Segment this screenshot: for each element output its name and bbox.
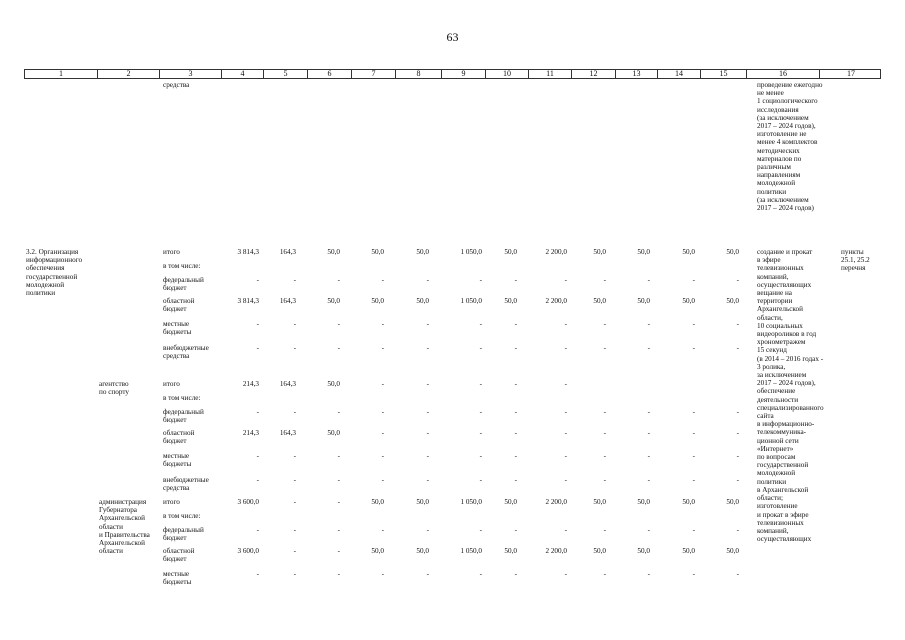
funding-value-cell: - <box>293 408 296 416</box>
funding-value-cell: - <box>293 344 296 352</box>
funding-value-cell: - <box>479 344 482 352</box>
funding-value-cell: - <box>603 408 606 416</box>
funding-value-cell: - <box>603 570 606 578</box>
funding-value-cell: - <box>603 276 606 284</box>
funding-source-label: федеральный бюджет <box>163 408 204 425</box>
funding-value-cell: 50,0 <box>593 248 606 256</box>
funding-value-cell: 50,0 <box>682 297 695 305</box>
funding-value-cell: - <box>736 276 739 284</box>
funding-value-cell: 1 050,0 <box>460 547 482 555</box>
funding-value-cell: - <box>256 276 259 284</box>
funding-value-cell: - <box>256 344 259 352</box>
funding-value-cell: - <box>514 570 517 578</box>
funding-value-cell: - <box>514 476 517 484</box>
funding-value-cell: - <box>426 344 429 352</box>
funding-value-cell: - <box>603 476 606 484</box>
executor-name: администрация Губернатора Архангельской области и Правительства Архангельской области <box>99 498 150 556</box>
funding-value-cell: 50,0 <box>726 498 739 506</box>
funding-value-cell: - <box>256 408 259 416</box>
funding-value-cell: - <box>381 408 384 416</box>
funding-value-cell: 214,3 <box>242 380 259 388</box>
funding-value-cell: 50,0 <box>327 297 340 305</box>
funding-value-cell: 50,0 <box>371 297 384 305</box>
funding-value-cell: - <box>514 429 517 437</box>
funding-value-cell: - <box>381 429 384 437</box>
funding-value-cell: - <box>426 452 429 460</box>
funding-value-cell: - <box>736 452 739 460</box>
page-number: 63 <box>446 30 459 44</box>
funding-value-cell: - <box>381 344 384 352</box>
funding-value-cell: 50,0 <box>593 498 606 506</box>
column-header-row <box>24 69 881 79</box>
funding-value-cell: - <box>514 408 517 416</box>
column-header-1: 1 <box>59 69 63 78</box>
funding-value-cell: - <box>564 344 567 352</box>
funding-value-cell: 3 814,3 <box>237 297 259 305</box>
executor-name: агентство по спорту <box>99 380 130 397</box>
funding-value-cell: - <box>692 429 695 437</box>
funding-value-cell: 50,0 <box>327 248 340 256</box>
column-header-15: 15 <box>700 70 746 78</box>
funding-value-cell: - <box>381 320 384 328</box>
funding-source-label: местные бюджеты <box>163 320 192 337</box>
funding-value-cell: - <box>514 452 517 460</box>
funding-source-label: итого <box>163 248 180 256</box>
funding-source-label: внебюджетные средства <box>163 476 209 493</box>
funding-value-cell: - <box>256 526 259 534</box>
measure-reference: пункты 25.1, 25.2 перечня <box>841 248 870 273</box>
funding-source-label: областной бюджет <box>163 297 195 314</box>
funding-value-cell: - <box>603 526 606 534</box>
funding-value-cell: - <box>514 344 517 352</box>
funding-value-cell: 50,0 <box>593 547 606 555</box>
funding-value-cell: - <box>514 276 517 284</box>
funding-value-cell: - <box>337 344 340 352</box>
funding-value-cell: - <box>647 344 650 352</box>
funding-value-cell: - <box>603 452 606 460</box>
funding-value-cell: - <box>479 429 482 437</box>
funding-value-cell: - <box>514 320 517 328</box>
funding-value-cell: - <box>381 452 384 460</box>
funding-value-cell: - <box>736 429 739 437</box>
funding-value-cell: - <box>293 276 296 284</box>
funding-value-cell: - <box>293 452 296 460</box>
funding-value-cell: 3 814,3 <box>237 248 259 256</box>
funding-value-cell: - <box>603 429 606 437</box>
funding-value-cell: - <box>736 320 739 328</box>
funding-value-cell: 50,0 <box>371 498 384 506</box>
column-header-7: 7 <box>351 70 395 78</box>
funding-value-cell: 1 050,0 <box>460 297 482 305</box>
funding-value-cell: - <box>736 344 739 352</box>
funding-value-cell: - <box>647 408 650 416</box>
funding-value-cell: - <box>293 320 296 328</box>
funding-value-cell: - <box>564 476 567 484</box>
funding-value-cell: 50,0 <box>371 248 384 256</box>
column-header-6: 6 <box>307 70 351 78</box>
funding-value-cell: 164,3 <box>279 297 296 305</box>
funding-value-cell: - <box>426 276 429 284</box>
funding-source-label: федеральный бюджет <box>163 526 204 543</box>
funding-value-cell: - <box>381 476 384 484</box>
funding-value-cell: 50,0 <box>637 498 650 506</box>
funding-value-cell: - <box>479 476 482 484</box>
funding-value-cell: - <box>293 547 296 555</box>
funding-source-label: местные бюджеты <box>163 570 192 587</box>
funding-value-cell: 3 600,0 <box>237 498 259 506</box>
funding-value-cell: - <box>256 452 259 460</box>
funding-source-label: внебюджетные средства <box>163 344 209 361</box>
funding-value-cell: - <box>256 476 259 484</box>
funding-value-cell: - <box>564 526 567 534</box>
funding-value-cell: 1 050,0 <box>460 498 482 506</box>
funding-value-cell: - <box>293 570 296 578</box>
funding-value-cell: - <box>692 570 695 578</box>
funding-value-cell: - <box>293 476 296 484</box>
funding-value-cell: 50,0 <box>593 297 606 305</box>
column-header-11: 11 <box>528 70 571 78</box>
funding-value-cell: - <box>256 320 259 328</box>
measure-name: 3.2. Организация информационного обеспечения государственной молодежной политики <box>26 248 83 298</box>
funding-value-cell: - <box>736 570 739 578</box>
funding-value-cell: - <box>603 344 606 352</box>
funding-value-cell: 50,0 <box>416 248 429 256</box>
funding-value-cell: - <box>479 320 482 328</box>
funding-value-cell: - <box>337 570 340 578</box>
funding-value-cell: - <box>293 526 296 534</box>
funding-value-cell: - <box>426 526 429 534</box>
funding-source-label: областной бюджет <box>163 547 195 564</box>
funding-value-cell: - <box>647 476 650 484</box>
funding-value-cell: 50,0 <box>416 498 429 506</box>
top-result-text: проведение ежегодно не менее 1 социологического исследования (за исключением 2017 – 2024 годов), изготовление не менее 4 комплектов методических материалов по различным направлениям молодежной политики (за исключением 2017 – 2024 годов) <box>757 81 823 213</box>
funding-value-cell: 164,3 <box>279 248 296 256</box>
funding-value-cell: 50,0 <box>504 547 517 555</box>
funding-source-label: областной бюджет <box>163 429 195 446</box>
funding-value-cell: 50,0 <box>327 380 340 388</box>
funding-value-cell: - <box>692 344 695 352</box>
funding-value-cell: - <box>381 276 384 284</box>
funding-value-cell: - <box>647 452 650 460</box>
column-header-16: 16 <box>746 70 819 78</box>
funding-value-cell: - <box>479 526 482 534</box>
funding-value-cell: - <box>564 429 567 437</box>
funding-value-cell: - <box>603 320 606 328</box>
funding-value-cell: - <box>647 429 650 437</box>
funding-value-cell: - <box>426 429 429 437</box>
funding-value-cell: 50,0 <box>682 498 695 506</box>
funding-value-cell: - <box>692 276 695 284</box>
funding-value-cell: 50,0 <box>726 248 739 256</box>
funding-value-cell: - <box>514 380 517 388</box>
column-header-12: 12 <box>571 70 615 78</box>
funding-value-cell: - <box>426 320 429 328</box>
funding-value-cell: 2 200,0 <box>545 297 567 305</box>
funding-value-cell: - <box>337 476 340 484</box>
funding-value-cell: - <box>381 380 384 388</box>
column-header-9: 9 <box>441 70 485 78</box>
funding-value-cell: 3 600,0 <box>237 547 259 555</box>
funding-value-cell: - <box>337 526 340 534</box>
funding-value-cell: - <box>692 408 695 416</box>
funding-value-cell: 164,3 <box>279 380 296 388</box>
funding-value-cell: 50,0 <box>416 547 429 555</box>
funding-value-cell: - <box>337 408 340 416</box>
funding-value-cell: - <box>479 408 482 416</box>
funding-value-cell: - <box>647 570 650 578</box>
funding-value-cell: - <box>736 526 739 534</box>
funding-value-cell: - <box>647 276 650 284</box>
funding-value-cell: - <box>564 408 567 416</box>
funding-value-cell: 214,3 <box>242 429 259 437</box>
column-header-8: 8 <box>395 70 441 78</box>
column-header-4: 4 <box>221 70 263 78</box>
funding-source-label: в том числе: <box>163 512 201 520</box>
funding-value-cell: - <box>479 452 482 460</box>
funding-value-cell: 2 200,0 <box>545 498 567 506</box>
column-header-17: 17 <box>819 70 882 78</box>
funding-value-cell: - <box>256 570 259 578</box>
funding-value-cell: - <box>564 570 567 578</box>
funding-value-cell: - <box>293 498 296 506</box>
funding-value-cell: - <box>337 498 340 506</box>
funding-value-cell: 50,0 <box>504 297 517 305</box>
funding-source-label: местные бюджеты <box>163 452 192 469</box>
top-source-label: средства <box>163 81 190 89</box>
column-header-5: 5 <box>263 70 307 78</box>
funding-value-cell: 2 200,0 <box>545 248 567 256</box>
funding-value-cell: - <box>479 570 482 578</box>
funding-source-label: итого <box>163 380 180 388</box>
funding-value-cell: 50,0 <box>504 248 517 256</box>
measure-result: создание и прокат в эфире телевизионных компаний, осуществляющих вещание на территории Архангельской области, 10 социальных видеороликов в год хронометражем 15 секунд (в 2014 – 2016 годах - 3 ролика, за исключением 2017 – 2024 годов), обеспечение деятельности специализированного сайта в информационно- телекоммуника- ционной сети «Интернет» по вопросам государственной молодежной политики в Архангельской области; изготовление и прокат в эфире телевизионных компаний, осуществляющих <box>757 248 824 544</box>
funding-source-label: итого <box>163 498 180 506</box>
funding-value-cell: - <box>692 526 695 534</box>
funding-value-cell: - <box>692 476 695 484</box>
funding-value-cell: 50,0 <box>416 297 429 305</box>
funding-value-cell: 50,0 <box>726 547 739 555</box>
funding-value-cell: - <box>564 380 567 388</box>
funding-value-cell: - <box>736 408 739 416</box>
column-header-13: 13 <box>615 70 657 78</box>
funding-value-cell: 50,0 <box>682 248 695 256</box>
funding-value-cell: - <box>736 476 739 484</box>
funding-value-cell: - <box>564 452 567 460</box>
column-header-14: 14 <box>657 70 700 78</box>
funding-value-cell: - <box>692 452 695 460</box>
funding-value-cell: - <box>564 320 567 328</box>
funding-source-label: федеральный бюджет <box>163 276 204 293</box>
funding-value-cell: - <box>692 320 695 328</box>
funding-value-cell: - <box>337 547 340 555</box>
funding-value-cell: 50,0 <box>726 297 739 305</box>
funding-value-cell: - <box>381 570 384 578</box>
funding-source-label: в том числе: <box>163 394 201 402</box>
column-header-10: 10 <box>485 70 528 78</box>
funding-value-cell: - <box>564 276 567 284</box>
funding-value-cell: - <box>337 276 340 284</box>
funding-value-cell: 50,0 <box>637 297 650 305</box>
funding-value-cell: - <box>426 570 429 578</box>
funding-value-cell: 164,3 <box>279 429 296 437</box>
funding-value-cell: 50,0 <box>327 429 340 437</box>
funding-value-cell: - <box>479 380 482 388</box>
funding-value-cell: - <box>479 276 482 284</box>
funding-value-cell: 2 200,0 <box>545 547 567 555</box>
funding-value-cell: - <box>514 526 517 534</box>
funding-value-cell: 50,0 <box>682 547 695 555</box>
funding-value-cell: - <box>426 408 429 416</box>
funding-source-label: в том числе: <box>163 262 201 270</box>
funding-value-cell: 50,0 <box>504 498 517 506</box>
funding-value-cell: - <box>647 526 650 534</box>
funding-value-cell: - <box>337 320 340 328</box>
funding-value-cell: 1 050,0 <box>460 248 482 256</box>
column-header-2: 2 <box>97 70 159 78</box>
funding-value-cell: - <box>647 320 650 328</box>
funding-value-cell: - <box>381 526 384 534</box>
funding-value-cell: 50,0 <box>637 547 650 555</box>
funding-value-cell: 50,0 <box>371 547 384 555</box>
funding-value-cell: - <box>426 476 429 484</box>
funding-value-cell: - <box>426 380 429 388</box>
column-header-3: 3 <box>159 70 221 78</box>
funding-value-cell: - <box>337 452 340 460</box>
funding-value-cell: 50,0 <box>637 248 650 256</box>
